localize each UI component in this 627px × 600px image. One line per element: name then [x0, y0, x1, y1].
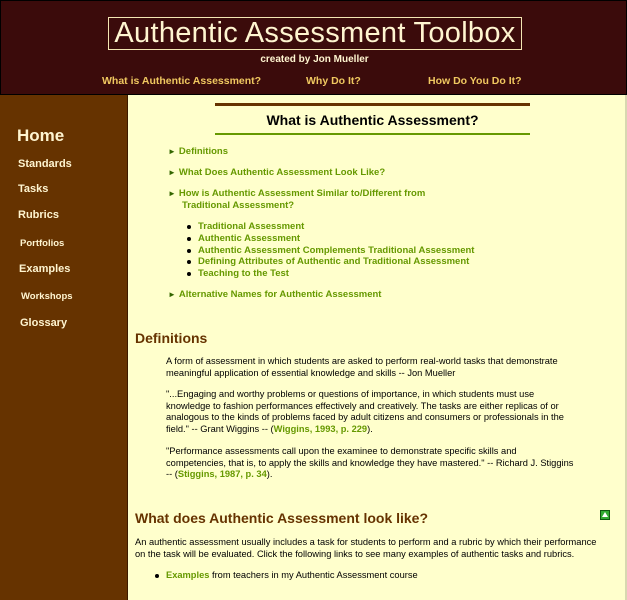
toc-sub-complements[interactable]: Authentic Assessment Complements Traditional Assessment [198, 245, 475, 256]
toc-alt-names[interactable]: ► Alternative Names for Authentic Assessment [168, 289, 382, 300]
triangle-bullet-icon: ► [168, 147, 176, 156]
sidebar-item-home[interactable]: Home [17, 126, 65, 145]
sidebar-item-portfolios[interactable]: Portfolios [20, 238, 65, 249]
site-title: Authentic Assessment Toolbox [108, 17, 522, 50]
byline: created by Jon Mueller [260, 54, 369, 65]
triangle-bullet-icon: ► [168, 290, 176, 299]
definition-mueller: A form of assessment in which students are asked to perform real-world tasks that demonstrate meaningful application of essential knowledge and skills -- Jon Mueller [166, 356, 558, 378]
triangle-bullet-icon: ► [168, 189, 176, 198]
toc-definitions[interactable]: ► Definitions [168, 146, 229, 157]
title-rule-top [215, 103, 530, 106]
triangle-bullet-icon: ► [168, 168, 176, 177]
sidebar-item-tasks[interactable]: Tasks [18, 183, 49, 195]
nav-why[interactable]: Why Do It? [306, 75, 361, 87]
list-item: Examples from teachers in my Authentic Assessment course [166, 570, 418, 580]
definition-wiggins: "...Engaging and worthy problems or questions of importance, in which students must use knowledge to fashion performances effectively and creatively. The tasks are either replicas of or analogous to the kinds of problems faced by adult citizens and consumers or professionals in the field." -- Grant Wiggins -- (Wiggins, 1993, p. 229). [166, 389, 564, 434]
toc-look-like[interactable]: ► What Does Authentic Assessment Look Like? [168, 167, 386, 178]
definitions-heading: Definitions [135, 330, 208, 346]
nav-what-is[interactable]: What is Authentic Assessment? [102, 75, 262, 87]
site-header [0, 0, 627, 95]
examples-link[interactable]: Examples [166, 570, 210, 580]
look-like-heading: What does Authentic Assessment look like? [135, 510, 429, 526]
toc-sub-attributes[interactable]: Defining Attributes of Authentic and Traditional Assessment [198, 256, 470, 267]
toc-sub-teaching[interactable]: Teaching to the Test [198, 268, 289, 279]
sidebar-item-examples[interactable]: Examples [19, 263, 71, 275]
sidebar-item-rubrics[interactable]: Rubrics [18, 209, 59, 221]
toc-similar[interactable]: ► How is Authentic Assessment Similar to/Different from [168, 188, 426, 199]
toc-sub-traditional[interactable]: Traditional Assessment [198, 221, 305, 232]
page-title: What is Authentic Assessment? [266, 112, 479, 128]
toc-similar-cont[interactable]: Traditional Assessment? [182, 200, 295, 211]
definition-stiggins: "Performance assessments call upon the examinee to demonstrate specific skills and competencies, that is, to apply the skills and knowledge they have mastered." -- Richard J. Stiggins -- (Stiggins, 1987, p. 34). [166, 446, 574, 479]
title-rule-bottom [215, 133, 530, 135]
sidebar-item-glossary[interactable]: Glossary [20, 317, 68, 329]
sidebar [0, 95, 128, 600]
sidebar-item-workshops[interactable]: Workshops [21, 291, 73, 302]
look-like-paragraph: An authentic assessment usually includes a task for students to perform and a rubric by which their performance on the task will be evaluated. Click the following links to see many examples of authentic tasks and rubrics. [135, 537, 597, 559]
citation-stiggins-link[interactable]: Stiggins, 1987, p. 34 [177, 469, 267, 479]
nav-how[interactable]: How Do You Do It? [428, 75, 522, 87]
sidebar-item-standards[interactable]: Standards [18, 158, 72, 170]
citation-wiggins-link[interactable]: Wiggins, 1993, p. 229 [273, 423, 368, 434]
back-to-top-icon[interactable] [600, 510, 610, 520]
toc-sub-authentic[interactable]: Authentic Assessment [198, 233, 301, 244]
